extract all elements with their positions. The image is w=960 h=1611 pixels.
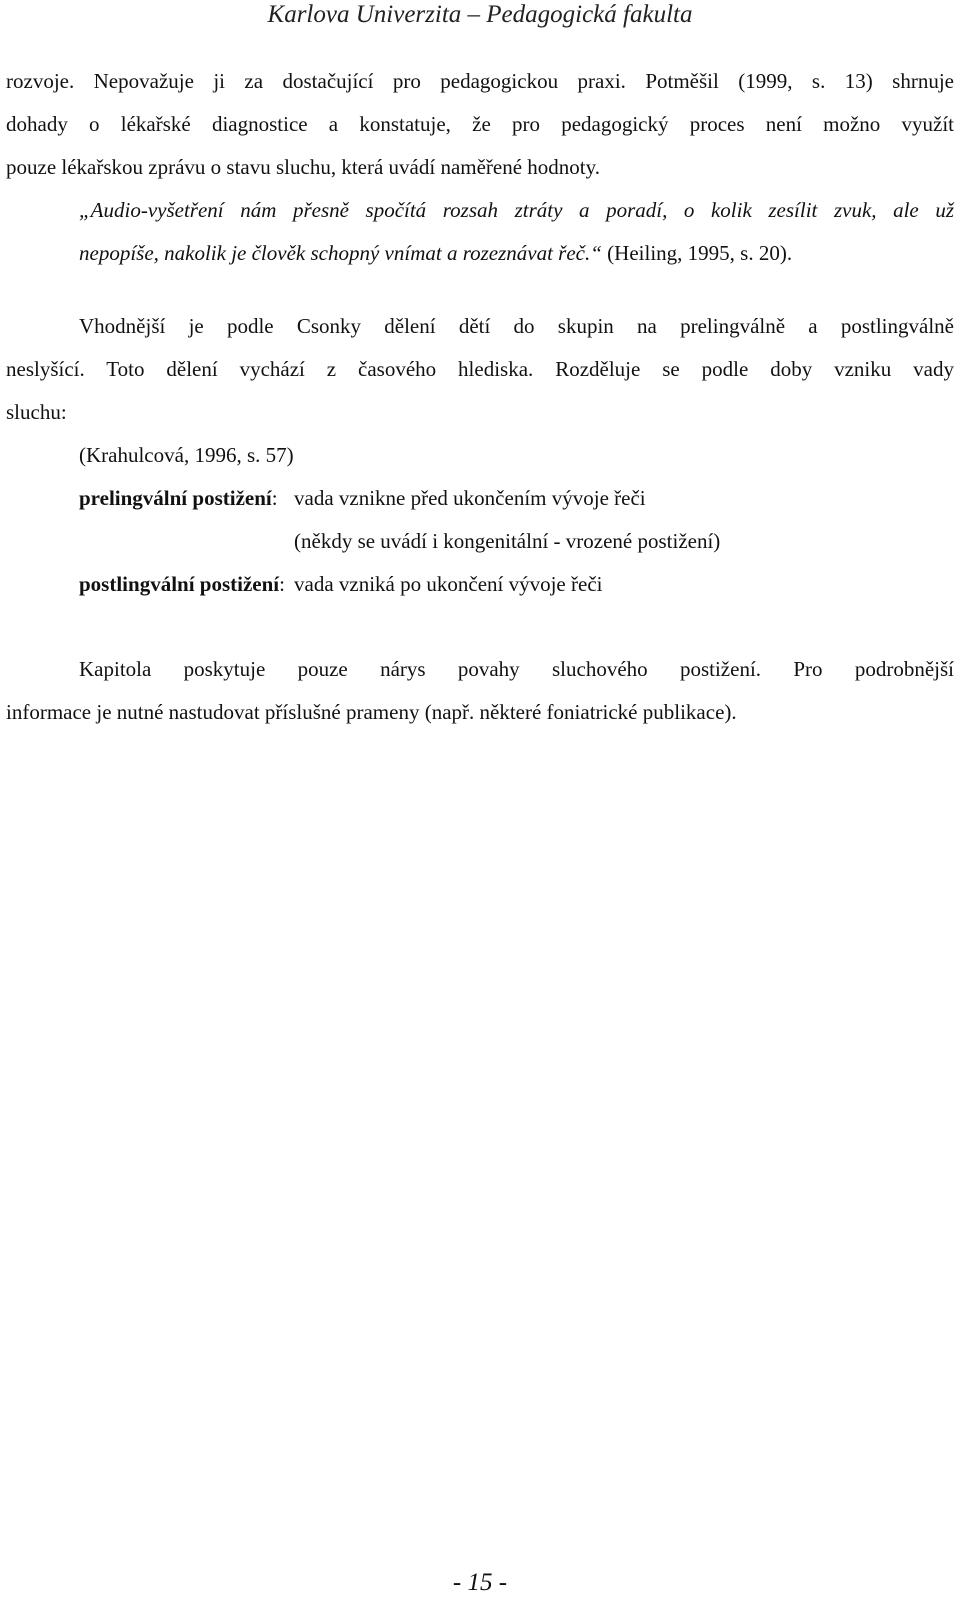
paragraph-line: neslyšící. Toto dělení vychází z časového hlediska. Rozděluje se podle doby vzniku vady: [6, 357, 954, 381]
definition-desc: (někdy se uvádí i kongenitální - vrozené postižení): [294, 529, 721, 553]
source-citation: (Krahulcová, 1996, s. 57): [79, 443, 294, 467]
page-footer: [0, 1568, 960, 1598]
paragraph-line: Kapitola poskytuje pouze nárys povahy sluchového postižení. Pro podrobnější: [79, 657, 954, 681]
paragraph-line: informace je nutné nastudovat příslušné prameny (např. některé foniatrické publikace).: [6, 700, 737, 724]
block-quote: [6, 189, 954, 275]
spacer: [6, 606, 954, 648]
quote-text: „Audio-vyšetření nám přesně spočítá rozsah ztráty a poradí, o kolik zesílit zvuk, ale už: [79, 198, 954, 222]
quote-text: nepopíše, nakolik je člověk schopný vnímat a rozeznávat řeč.“: [79, 241, 602, 265]
quote-citation: (Heiling, 1995, s. 20).: [601, 241, 793, 265]
spacer: [6, 275, 954, 305]
paragraph-line: Vhodnější je podle Csonky dělení dětí do skupin na prelingválně a postlingválně: [79, 314, 954, 338]
definition-list: [6, 477, 954, 606]
paragraph-line: pouze lékařskou zprávu o stavu sluchu, která uvádí naměřené hodnoty.: [6, 155, 601, 179]
header-title: Karlova Univerzita – Pedagogická fakulta: [267, 1, 693, 28]
definition-desc: vada vzniká po ukončení vývoje řeči: [294, 572, 603, 596]
definition-row: [6, 477, 954, 520]
page-number: - 15 -: [452, 1569, 508, 1596]
definition-term: postlingvální postižení:: [79, 572, 285, 596]
definition-desc: vada vznikne před ukončením vývoje řeči: [294, 486, 646, 510]
paragraph-line: dohady o lékařské diagnostice a konstatuje, že pro pedagogický proces není možno využít: [6, 112, 954, 136]
paragraph-line: rozvoje. Nepovažuje ji za dostačující pro pedagogickou praxi. Potměšil (1999, s. 13) shrnuje: [6, 69, 954, 93]
page-body: [6, 60, 954, 734]
definition-term-empty: [6, 520, 294, 563]
page-header: [0, 0, 960, 30]
definition-row: [6, 520, 954, 563]
paragraph-3: [6, 648, 954, 734]
paragraph-line: sluchu:: [6, 400, 67, 424]
paragraph-2: [6, 305, 954, 477]
paragraph-1: [6, 60, 954, 189]
definition-term: prelingvální postižení:: [79, 486, 278, 510]
quote-line: [6, 189, 954, 232]
definition-row: [6, 563, 954, 606]
quote-line: [6, 232, 954, 275]
